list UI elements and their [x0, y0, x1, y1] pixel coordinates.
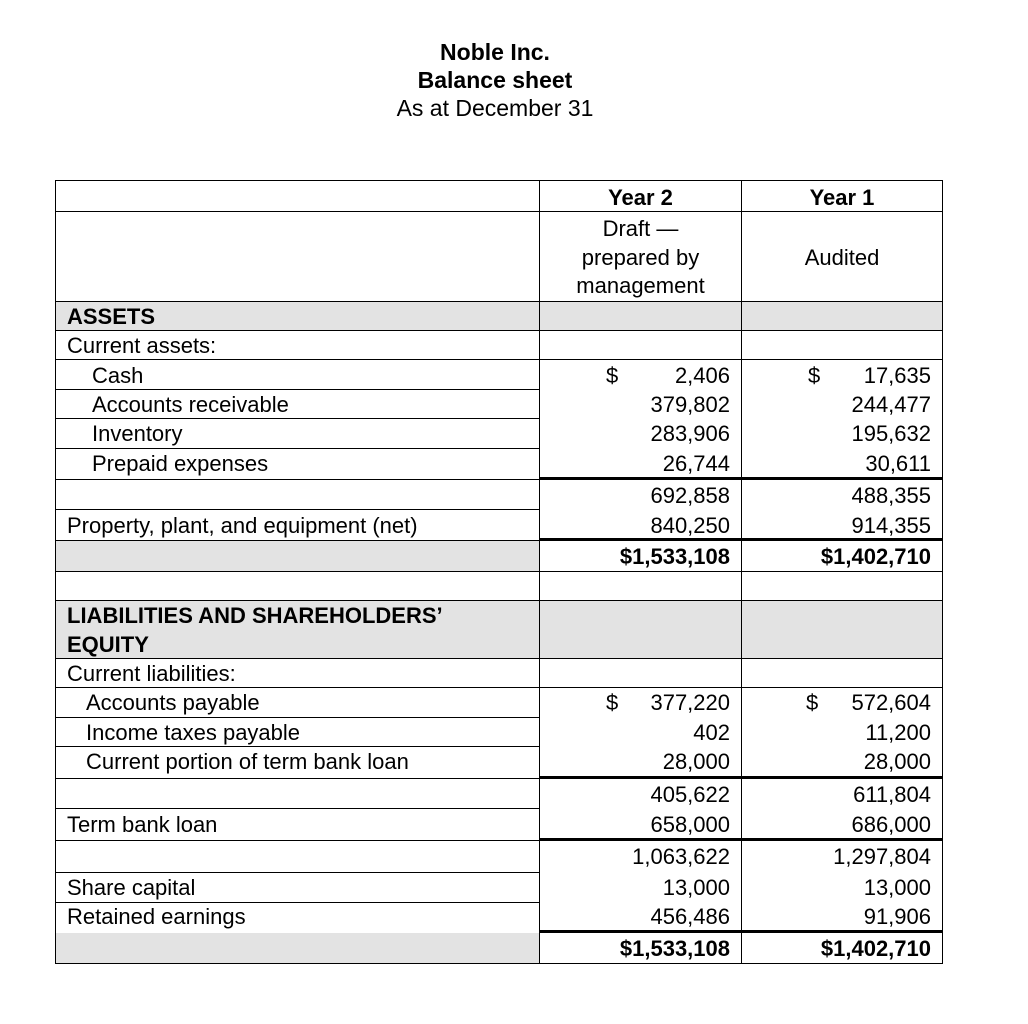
cash-row: [55, 360, 945, 390]
total-liabilities-equity-row: [55, 933, 945, 964]
taxes-row: [55, 718, 945, 747]
prepaid-y2: 26,744: [662, 451, 730, 476]
share-capital-y1: 13,000: [863, 875, 931, 900]
cash-label: Cash: [92, 363, 144, 388]
ppe-label: Property, plant, and equipment (net): [67, 513, 418, 538]
inventory-y1: 195,632: [851, 421, 931, 446]
liabilities-heading-line1: LIABILITIES AND SHAREHOLDERS’: [67, 603, 443, 628]
cash-y1: 17,635: [863, 363, 931, 388]
assets-heading: ASSETS: [67, 304, 156, 329]
year1-desc: Audited: [804, 245, 880, 270]
retained-earnings-y1: 91,906: [863, 904, 931, 929]
current-liabilities-total-y1: 611,804: [853, 782, 931, 807]
current-loan-y1: 28,000: [863, 749, 931, 774]
total-liabilities-equity-y2: $1,533,108: [619, 936, 730, 961]
prepaid-row: [55, 449, 945, 480]
share-capital-label: Share capital: [67, 875, 196, 900]
year2-header: Year 2: [608, 185, 673, 210]
cash-y1-dollar: $: [808, 363, 821, 388]
current-assets-total-row: [55, 480, 945, 510]
receivable-y2: 379,802: [650, 392, 730, 417]
current-assets-total-y2: 692,858: [650, 483, 730, 508]
year1-header: Year 1: [809, 185, 875, 210]
current-liabilities-heading: Current liabilities:: [67, 661, 236, 686]
current-loan-label: Current portion of term bank loan: [86, 749, 409, 774]
retained-earnings-label: Retained earnings: [67, 904, 246, 929]
total-assets-y2: $1,533,108: [619, 544, 730, 569]
assets-heading-row: [55, 302, 945, 331]
ppe-row: [55, 510, 945, 541]
payable-y2-dollar: $: [606, 690, 619, 715]
statement-date: As at December 31: [396, 95, 594, 121]
current-liabilities-heading-row: [55, 659, 945, 688]
total-assets-row: [55, 541, 945, 572]
taxes-y2: 402: [693, 720, 730, 745]
receivable-row: [55, 390, 945, 419]
ppe-y1: 914,355: [851, 513, 931, 538]
ppe-y2: 840,250: [650, 513, 730, 538]
total-assets-y1: $1,402,710: [820, 544, 931, 569]
total-liabilities-row: [55, 841, 945, 873]
payable-y1-dollar: $: [806, 690, 819, 715]
spacer-row: [55, 572, 945, 601]
current-loan-y2: 28,000: [662, 749, 730, 774]
share-capital-y2: 13,000: [662, 875, 730, 900]
year2-desc-line2: prepared by: [581, 245, 700, 270]
current-assets-total-y1: 488,355: [851, 483, 931, 508]
total-liabilities-y2: 1,063,622: [632, 844, 730, 869]
current-liabilities-total-y2: 405,622: [650, 782, 730, 807]
payable-label: Accounts payable: [86, 690, 260, 715]
inventory-label: Inventory: [92, 421, 183, 446]
receivable-label: Accounts receivable: [92, 392, 289, 417]
liabilities-heading-row: [55, 601, 945, 659]
cash-y2-dollar: $: [606, 363, 619, 388]
retained-earnings-y2: 456,486: [650, 904, 730, 929]
share-capital-row: [55, 873, 945, 903]
prepaid-y1: 30,611: [865, 451, 931, 476]
header-row: [55, 180, 945, 212]
year2-desc-line1: Draft —: [602, 216, 679, 241]
prepaid-label: Prepaid expenses: [92, 451, 269, 476]
current-loan-row: [55, 747, 945, 779]
current-assets-heading: Current assets:: [67, 333, 217, 358]
statement-title: Balance sheet: [417, 67, 573, 93]
liabilities-heading-line2: EQUITY: [67, 632, 149, 657]
term-loan-label: Term bank loan: [67, 812, 218, 837]
cash-y2: 2,406: [674, 363, 730, 388]
year2-desc-line3: management: [576, 273, 705, 298]
current-assets-heading-row: [55, 331, 945, 360]
description-row: [55, 212, 945, 302]
payable-row: [55, 688, 945, 718]
term-loan-y2: 658,000: [650, 812, 730, 837]
inventory-row: [55, 419, 945, 449]
receivable-y1: 244,477: [851, 392, 931, 417]
term-loan-row: [55, 809, 945, 841]
taxes-y1: 11,200: [865, 720, 931, 745]
payable-y1: 572,604: [851, 690, 931, 715]
term-loan-y1: 686,000: [851, 812, 931, 837]
company-name: Noble Inc.: [440, 39, 550, 65]
taxes-label: Income taxes payable: [86, 720, 301, 745]
current-liabilities-total-row: [55, 779, 945, 809]
inventory-y2: 283,906: [650, 421, 730, 446]
total-liabilities-y1: 1,297,804: [833, 844, 931, 869]
retained-earnings-row: [55, 903, 945, 933]
payable-y2: 377,220: [650, 690, 730, 715]
total-liabilities-equity-y1: $1,402,710: [820, 936, 931, 961]
